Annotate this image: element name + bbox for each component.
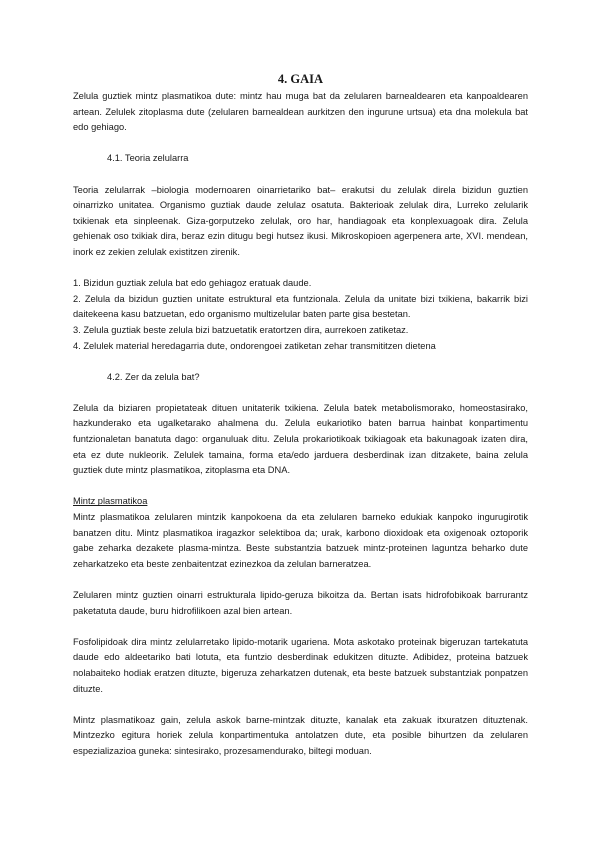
- list-item: 1. Bizidun guztiak zelula bat edo gehiagoz eratuak daude.: [73, 278, 312, 289]
- document-body: [73, 72, 528, 760]
- page-title: 4. GAIA: [277, 72, 324, 86]
- intro-paragraph: Zelula guztiek mintz plasmatikoa dute: mintz hau muga bat da zelularen barnealdearen eta kanpoaldearen artean. Zelulek zitoplasma dute (zelularen barnealdean aurkitzen den ingurune urtsua) eta dna molekula bat edo gehiago.: [73, 91, 528, 133]
- section-4-2-paragraph: Zelula da biziaren propietateak dituen unitaterik txikiena. Zelula batek metabolismorako, homeostasirako, hazkunderako eta ugalketarako ahalmena du. Zelula eukariotiko baten barrua hainbat konpartimentu funtzionaletan banatuta dago: organuluak ditu. Zelula prokariotikoak txikiagoak eta bakunagoak izaten dira, eta ez dute nukleorik. Zelulek tamaina, forma eta/edo jarduera desberdinak izan ditzakete, baina zelula guztiek dute mintz plasmatikoa, zitoplasma eta DNA.: [73, 402, 528, 476]
- principles-list: [73, 276, 528, 354]
- list-item: 3. Zelula guztiak beste zelula bizi batzuetatik eratortzen dira, aurrekoen zatiketaz.: [73, 324, 409, 335]
- section-heading-4-1: 4.1. Teoria zelularra: [107, 153, 189, 164]
- list-item: 2. Zelula da bizidun guztien unitate estruktural eta funtzionala. Zelula da unitate bizi txikiena, bakarrik bizi daitekeena kasu batzuetan, edo organismo multizelular baten parte gisa bestetan.: [73, 293, 528, 320]
- membrane-paragraph: Mintz plasmatikoa zelularen mintzik kanpokoena da eta zelularen barneko edukiak kanpoko ingurugirotik banatzen ditu. Mintz plasmatikoa iragazkor selektiboa da; urak, karbono dioxidoak eta oxigenoak oztoporik gabe zeharka dezakete plasma-mintza. Beste substantzia batzuek mintz-proteinen laguntza beharko dute zeharkatzeko eta beste zenbaitentzat ezinezkoa da zelulan barneratzea.: [73, 512, 528, 569]
- membrane-paragraph: Mintz plasmatikoaz gain, zelula askok barne-mintzak dituzte, kanalak eta zakuak itxuratzen dituztenak. Mintzezko egitura horiek zelula konpartimentuka antolatzen dute, eta posible bihurtzen da zelularen espezializazioa guneka: sintesirako, prozesamendurako, biltegi moduan.: [73, 714, 528, 756]
- section-4-1-paragraph: Teoria zelularrak –biologia modernoaren oinarrietariko bat– erakutsi du zelulak direla bizidun guztien oinarrizko unitatea. Organismo guztiak daude zelulaz osatuta. Bakterioak zelulak dira, Lurreko zelularik txikienak eta sinpleenak. Giza-gorputzeko zelulak, oro har, handiagoak eta konplexuagoak dira. Zelula gehienak oso txikiak dira, beraz ezin ditugu begi hutsez ikusi. Mikroskopioen agerpenera arte, XVI. mendean, inork ez zekien zelulak existitzen zirenik.: [73, 184, 528, 257]
- list-item: 4. Zelulek material heredagarria dute, ondorengoei zatiketan zehar transmititzen dietena: [73, 340, 436, 351]
- membrane-paragraph: Fosfolipidoak dira mintz zelularretako lipido-motarik ugariena. Mota askotako proteinak bigeruzan tartekatuta daude edo aldeetariko bati lotuta, eta funtzio desberdinak edukitzen dituzte. Adibidez, proteina batzuek nolabaiteko hodiak eratzen dituzte, bigeruza zeharkatzen dutenak, eta beste batzuek substantziak ponpatzen dituzte.: [73, 636, 528, 694]
- membrane-paragraph: Zelularen mintz guztien oinarri estrukturala lipido-geruza bikoitza da. Bertan isats hidrofobikoak barrurantz paketatuta daude, buru hidrofilikoen azal bien artean.: [73, 590, 528, 616]
- section-heading-4-2: 4.2. Zer da zelula bat?: [107, 371, 200, 382]
- membrane-heading: Mintz plasmatikoa: [73, 496, 148, 507]
